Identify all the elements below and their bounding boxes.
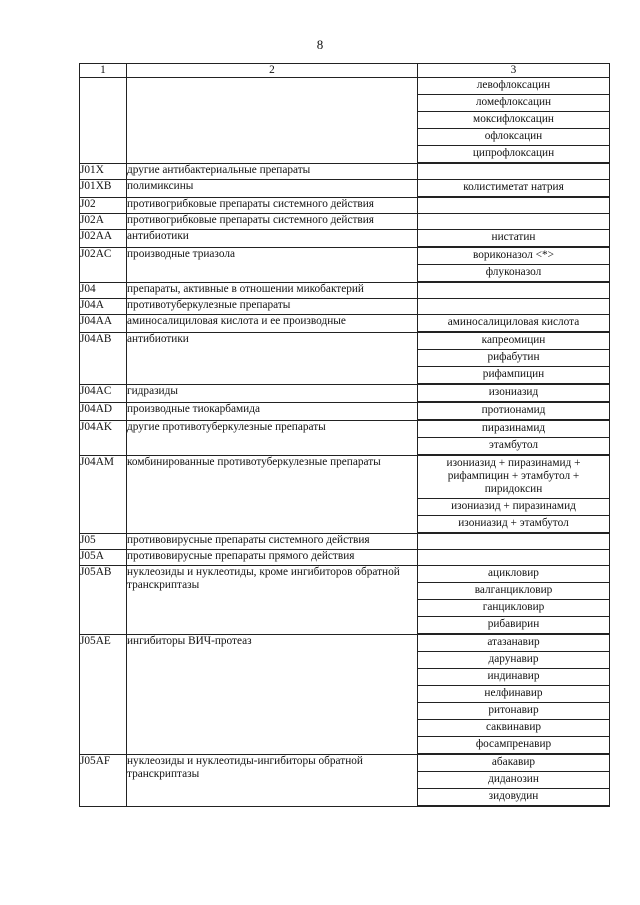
drug-name: изониазид [418,385,609,402]
drug-name: флуконазол [418,265,609,282]
drug-name: капреомицин [418,333,609,350]
table-row [80,333,610,385]
table-row [80,164,610,180]
drug-list-cell [418,164,610,180]
atc-code: J02 [80,198,127,214]
header-col-3: 3 [418,64,610,78]
drug-name: саквинавир [418,720,609,737]
drug-name: рифабутин [418,350,609,367]
table-row [80,385,610,403]
table-row [80,283,610,299]
drug-name: аминосалициловая кислота [418,315,609,332]
table-body [80,78,610,807]
drug-list [418,214,609,229]
drug-list [418,230,609,247]
drug-list-cell [418,230,610,248]
drug-name: пиразинамид [418,421,609,438]
drug-list-cell [418,78,610,164]
atc-code: J05AE [80,635,127,755]
drug-name: диданозин [418,772,609,789]
drug-list [418,78,609,163]
atc-group-name: нуклеозиды и нуклеотиды, кроме ингибиторов обратной транскриптазы [127,566,418,635]
atc-code: J05AF [80,755,127,807]
cell-filler [418,214,609,229]
drug-name: ганцикловир [418,600,609,617]
cell-filler [418,299,609,314]
atc-code: J02AA [80,230,127,248]
drug-list [418,385,609,402]
atc-group-name: антибиотики [127,333,418,385]
atc-code: J04AK [80,421,127,456]
drug-list [418,635,609,754]
cell-filler [418,534,609,549]
drug-list-cell [418,566,610,635]
table-row [80,315,610,333]
drug-list-cell [418,315,610,333]
atc-group-name: производные триазола [127,248,418,283]
atc-group-name: аминосалициловая кислота и ее производные [127,315,418,333]
drug-list [418,180,609,197]
atc-group-name: ингибиторы ВИЧ-протеаз [127,635,418,755]
table-row [80,456,610,534]
atc-group-name: другие противотуберкулезные препараты [127,421,418,456]
drug-name: изониазид + пиразинамид + рифампицин + этамбутол + пиридоксин [418,456,609,499]
drug-name: моксифлоксацин [418,112,609,129]
drug-list-cell [418,299,610,315]
drug-list [418,403,609,420]
drug-list-cell [418,198,610,214]
drug-name: валганцикловир [418,583,609,600]
header-col-1: 1 [80,64,127,78]
drug-list [418,566,609,634]
drug-list-cell [418,635,610,755]
table-row [80,248,610,283]
table-row [80,566,610,635]
atc-group-name: противогрибковые препараты системного действия [127,198,418,214]
atc-code: J04AC [80,385,127,403]
drug-list-cell [418,550,610,566]
drug-list [418,421,609,455]
drug-name: зидовудин [418,789,609,806]
atc-group-name: другие антибактериальные препараты [127,164,418,180]
atc-group-name: антибиотики [127,230,418,248]
drug-name: левофлоксацин [418,78,609,95]
drug-list-cell [418,534,610,550]
table-row [80,230,610,248]
atc-group-name: полимиксины [127,180,418,198]
drug-list [418,248,609,282]
drug-list [418,456,609,533]
table-row [80,180,610,198]
drug-list [418,333,609,384]
drug-list-cell [418,333,610,385]
drug-list-cell [418,456,610,534]
cell-filler [418,198,609,213]
table-row [80,214,610,230]
drug-name: нелфинавир [418,686,609,703]
atc-code: J05A [80,550,127,566]
atc-group-name: нуклеозиды и нуклеотиды-ингибиторы обратной транскриптазы [127,755,418,807]
atc-code: J01X [80,164,127,180]
drug-list [418,755,609,806]
header-row [80,64,610,78]
atc-code: J05 [80,534,127,550]
drug-name: рибавирин [418,617,609,634]
atc-drug-table [79,63,610,807]
drug-list-cell [418,403,610,421]
atc-group-name: гидразиды [127,385,418,403]
atc-group-name: производные тиокарбамида [127,403,418,421]
drug-name: изониазид + этамбутол [418,516,609,533]
table-row [80,550,610,566]
table-row [80,635,610,755]
drug-list [418,534,609,549]
atc-code: J04A [80,299,127,315]
drug-name: ацикловир [418,566,609,583]
table-row [80,403,610,421]
drug-name: изониазид + пиразинамид [418,499,609,516]
drug-name: фосампренавир [418,737,609,754]
drug-list [418,198,609,213]
page-number: 8 [316,37,324,52]
drug-name: этамбутол [418,438,609,455]
atc-group-name: противовирусные препараты системного действия [127,534,418,550]
cell-filler [418,164,609,179]
drug-list-cell [418,385,610,403]
atc-group-name: комбинированные противотуберкулезные препараты [127,456,418,534]
table-row [80,78,610,164]
table-header [80,64,610,78]
cell-filler [418,550,609,565]
drug-name: индинавир [418,669,609,686]
drug-list-cell [418,283,610,299]
table-row [80,421,610,456]
drug-list-cell [418,214,610,230]
drug-list-cell [418,180,610,198]
atc-code: J02A [80,214,127,230]
atc-code: J05AB [80,566,127,635]
drug-name: колистиметат натрия [418,180,609,197]
drug-name: вориконазол <*> [418,248,609,265]
drug-list [418,164,609,179]
atc-code: J04AA [80,315,127,333]
drug-name: нистатин [418,230,609,247]
drug-list-cell [418,248,610,283]
drug-name: рифампицин [418,367,609,384]
atc-group-name [127,78,418,164]
table-row [80,299,610,315]
atc-code: J04AM [80,456,127,534]
atc-code: J04AD [80,403,127,421]
drug-name: офлоксацин [418,129,609,146]
drug-list-cell [418,421,610,456]
drug-list [418,315,609,332]
atc-code: J04AB [80,333,127,385]
drug-name: дарунавир [418,652,609,669]
drug-list [418,299,609,314]
cell-filler [418,283,609,298]
atc-code [80,78,127,164]
drug-name: ритонавир [418,703,609,720]
drug-name: ломефлоксацин [418,95,609,112]
atc-group-name: противовирусные препараты прямого действия [127,550,418,566]
drug-list [418,283,609,298]
atc-code: J02AC [80,248,127,283]
header-col-2: 2 [127,64,418,78]
atc-group-name: препараты, активные в отношении микобактерий [127,283,418,299]
atc-group-name: противогрибковые препараты системного действия [127,214,418,230]
table-row [80,198,610,214]
atc-code: J04 [80,283,127,299]
drug-list-cell [418,755,610,807]
drug-name: атазанавир [418,635,609,652]
atc-group-name: противотуберкулезные препараты [127,299,418,315]
table-row [80,755,610,807]
table-row [80,534,610,550]
drug-name: ципрофлоксацин [418,146,609,163]
drug-list [418,550,609,565]
drug-name: абакавир [418,755,609,772]
drug-name: протионамид [418,403,609,420]
atc-code: J01XB [80,180,127,198]
